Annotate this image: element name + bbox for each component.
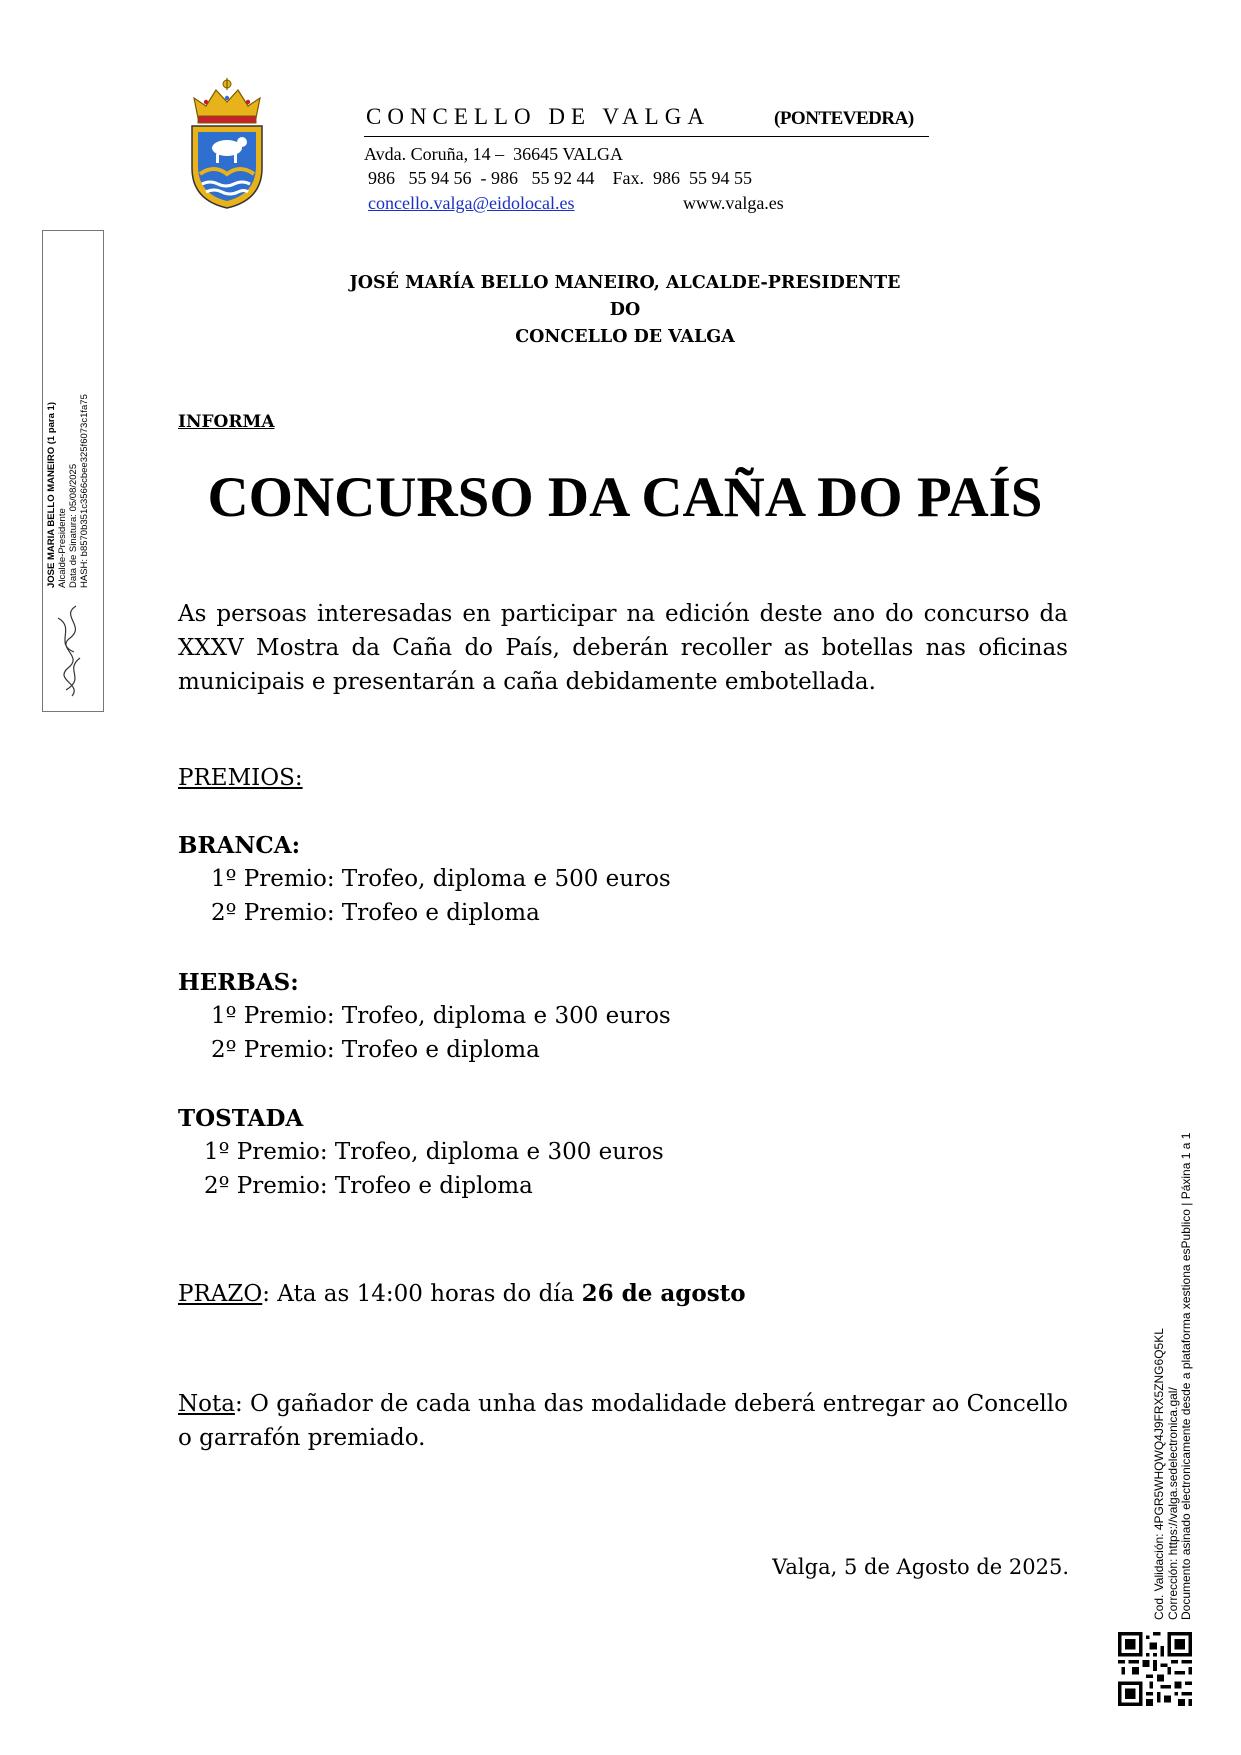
prazo-text: : Ata as 14:00 horas do día xyxy=(262,1281,582,1307)
header-title: CONCELLO DE VALGA xyxy=(366,104,710,129)
signature-hash: HASH: b8570b351c3566cbee325f6073c1fa75 xyxy=(79,394,90,588)
prize-tostada-2: 2º Premio: Trofeo e diploma xyxy=(204,1173,533,1199)
prize-branca-2: 2º Premio: Trofeo e diploma xyxy=(211,900,540,926)
intro-paragraph: As persoas interesadas en participar na edición deste ano do concurso da XXXV Mostra da Caña do País, deberán recoller as botellas nas oficinas municipais e presentarán a caña debidamente embotellada. xyxy=(178,601,1068,695)
document-date: Valga, 5 de Agosto de 2025. xyxy=(772,1555,1069,1579)
prazo-date: 26 de agosto xyxy=(581,1280,746,1307)
informa-label: INFORMA xyxy=(178,412,275,432)
signature-signer: JOSE MARIA BELLO MANEIRO (1 para 1) xyxy=(46,402,57,588)
header-divider xyxy=(364,136,929,137)
nota-label: Nota xyxy=(178,1391,235,1417)
header-email-link[interactable]: concello.valga@eidolocal.es xyxy=(368,193,575,213)
prize-branca-1: 1º Premio: Trofeo, diploma e 500 euros xyxy=(211,866,671,892)
prize-tostada-1: 1º Premio: Trofeo, diploma e 300 euros xyxy=(204,1139,664,1165)
validation-details xyxy=(1153,1133,1194,1620)
authority-line-1: JOSÉ MARÍA BELLO MANEIRO, ALCALDE-PRESIDENTE xyxy=(349,273,901,293)
prize-herbas-2: 2º Premio: Trofeo e diploma xyxy=(211,1037,540,1063)
header-website: www.valga.es xyxy=(683,193,784,213)
validation-code: Cod. Validación: 4PGR5WHQWQ4J9FRX5ZNG6Q5KL xyxy=(1152,1328,1166,1620)
prazo-line xyxy=(178,1280,746,1307)
coat-of-arms-icon xyxy=(184,76,270,210)
signature-role: Alcalde-Presidente xyxy=(57,508,68,588)
signature-date: Data de Sinatura: 05/08/2025 xyxy=(68,463,79,588)
premios-heading: PREMIOS: xyxy=(178,765,303,791)
document-title: CONCURSO DA CAÑA DO PAÍS xyxy=(207,466,1043,529)
authority-line-2: DO xyxy=(609,300,641,320)
nota-paragraph xyxy=(178,1387,1068,1455)
header-province: (PONTEVEDRA) xyxy=(774,108,914,129)
category-tostada: TOSTADA xyxy=(178,1105,304,1132)
authority-line-3: CONCELLO DE VALGA xyxy=(515,327,735,347)
header-phone: 986 55 94 56 - 986 55 92 44 Fax. 986 55 94 55 xyxy=(368,168,752,188)
category-branca: BRANCA: xyxy=(178,832,301,859)
prize-herbas-1: 1º Premio: Trofeo, diploma e 300 euros xyxy=(211,1003,671,1029)
signature-details xyxy=(46,368,90,588)
category-herbas: HERBAS: xyxy=(178,969,299,996)
header-address: Avda. Coruña, 14 – 36645 VALGA xyxy=(364,144,623,164)
prazo-label: PRAZO xyxy=(178,1281,263,1307)
handwritten-signature-icon xyxy=(46,598,98,708)
nota-text: : O gañador de cada unha das modalidade deberá entregar ao Concello o garrafón premiado. xyxy=(178,1391,1068,1451)
qr-code-icon[interactable] xyxy=(1118,1632,1192,1706)
validation-url: Corrección: https://valga.sedelectronica.gal/ xyxy=(1165,1387,1180,1620)
validation-note: Documento asinado electronicamente desde a plataforma xestiona esPublico | Páxina 1 a 1 xyxy=(1179,1132,1193,1620)
